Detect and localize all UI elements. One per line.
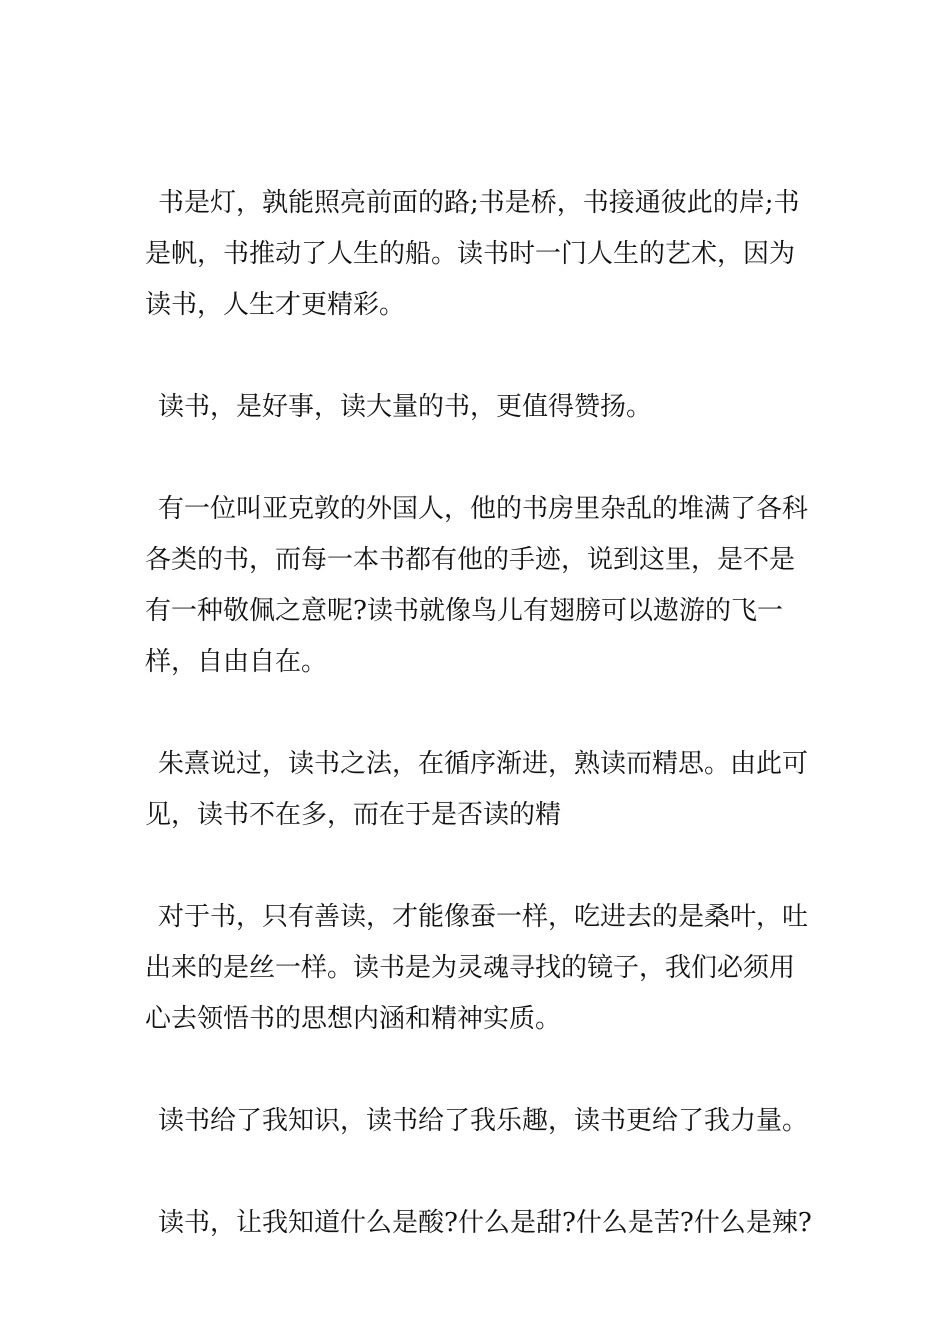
paragraph-5: 对于书，只有善读，才能像蚕一样，吃进去的是桑叶，吐出来的是丝一样。读书是为灵魂寻找的镜子，我们必须用心去领悟书的思想内涵和精神实质。 xyxy=(145,902,809,1034)
paragraph-6: 读书给了我知识，读书给了我乐趣，读书更给了我力量。 xyxy=(158,1106,809,1136)
document-body xyxy=(145,178,815,1300)
paragraph-1: 书是灯，孰能照亮前面的路;书是桥，书接通彼此的岸;书是帆，书推动了人生的船。读书时一门人生的艺术，因为读书，人生才更精彩。 xyxy=(145,188,800,320)
paragraph-2: 读书，是好事，读大量的书，更值得赞扬。 xyxy=(158,392,653,422)
paragraph-7: 读书，让我知道什么是酸?什么是甜?什么是苦?什么是辣? xyxy=(158,1208,812,1238)
paragraph-3: 有一位叫亚克敦的外国人，他的书房里杂乱的堆满了各科各类的书，而每一本书都有他的手迹，说到这里，是不是有一种敬佩之意呢?读书就像鸟儿有翅膀可以遨游的飞一样，自由自在。 xyxy=(145,494,809,677)
paragraph-4: 朱熹说过，读书之法，在循序渐进，熟读而精思。由此可见，读书不在多，而在于是否读的精 xyxy=(145,749,809,830)
